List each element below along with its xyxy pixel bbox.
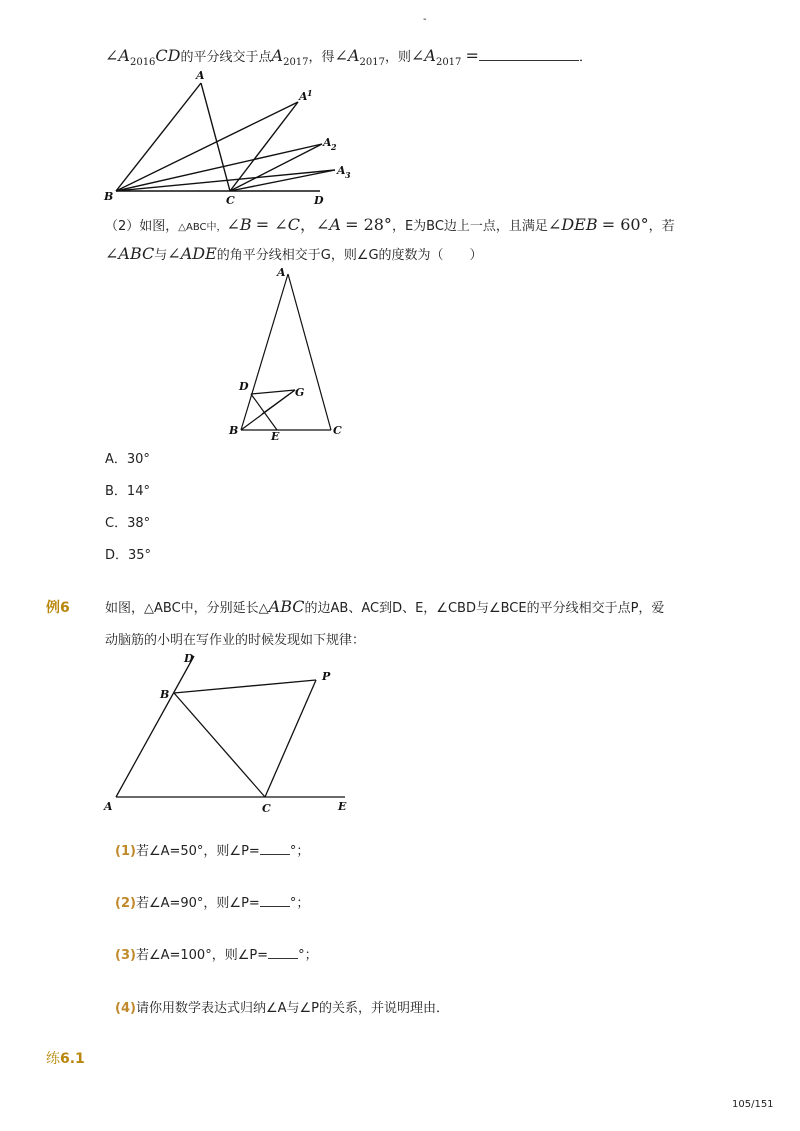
page-number: 105/151 <box>732 1099 774 1110</box>
option-d: D．35° <box>105 548 152 563</box>
header-mark: - <box>423 14 427 25</box>
subq-2: (2)若∠A=90°，则∠P= °； <box>115 896 310 911</box>
label-b: B <box>229 424 239 437</box>
label-a: A <box>196 69 205 82</box>
line-g-ext <box>262 390 295 414</box>
subq-4: (4)请你用数学表达式归纳∠A与∠P的关系，并说明理由． <box>115 1001 449 1016</box>
label-b: B <box>104 190 114 203</box>
label-d: D <box>184 652 194 665</box>
q2-line1: （2）如图，△ABC中，∠B = ∠C，∠A = 28°，E为BC边上一点，且满足∠DEB = 60°，若 <box>105 215 675 234</box>
label-c: C <box>226 194 235 207</box>
label-a1-sub: 1 <box>307 88 313 98</box>
line-ab <box>241 274 288 430</box>
option-c: C．38° <box>105 516 151 531</box>
figure-2-diagram <box>225 266 355 446</box>
answer-blank <box>260 894 290 907</box>
ex6-line2: 动脑筋的小明在写作业的时候发现如下规律： <box>105 633 366 648</box>
label-a: A <box>277 266 286 279</box>
label-a3: A <box>337 164 346 177</box>
option-a: A．30° <box>105 452 150 467</box>
practice-tag: 练6.1 <box>46 1051 85 1067</box>
label-g: G <box>295 386 305 399</box>
label-p: P <box>322 670 331 683</box>
line-ca2 <box>230 144 322 191</box>
subq-1: (1)若∠A=50°，则∠P= °； <box>115 844 310 859</box>
label-a2-sub: 2 <box>331 142 337 152</box>
line-bp <box>174 680 316 693</box>
ex6-line1: 如图，△ABC中，分别延长△ABC的边AB、AC到D、E，∠CBD与∠BCE的平分线相交于点P，爱 <box>105 597 665 616</box>
label-c: C <box>262 802 271 815</box>
line-ad <box>116 656 194 797</box>
line-ca3 <box>230 170 335 191</box>
label-a1: A <box>299 90 308 103</box>
q2-line2: ∠ABC与∠ADE的角平分线相交于G，则∠G的度数为（ ） <box>105 244 483 263</box>
figure-3-diagram <box>100 650 355 818</box>
figure-1-diagram <box>100 66 360 212</box>
label-a: A <box>104 800 113 813</box>
line-cp <box>265 680 316 797</box>
line-bc <box>174 693 265 797</box>
label-b: B <box>160 688 170 701</box>
line-dg <box>251 390 295 394</box>
line-ca1 <box>230 102 298 191</box>
line-ac <box>288 274 331 430</box>
label-d: D <box>314 194 324 207</box>
label-a3-sub: 3 <box>345 170 351 180</box>
label-e: E <box>271 430 280 443</box>
option-b: B．14° <box>105 484 150 499</box>
part1-line: $\angle A_{2016}CD$的平分线交于点$A_{2017}$，得$\angle A_{2017}$，则$\angle A_{2017}$ = ． <box>105 46 592 69</box>
example-tag: 例6 <box>46 600 70 616</box>
label-d: D <box>239 380 249 393</box>
label-a2: A <box>323 136 332 149</box>
label-c: C <box>333 424 342 437</box>
answer-blank <box>260 842 290 855</box>
label-e: E <box>338 800 347 813</box>
answer-blank <box>268 946 298 959</box>
subq-3: (3)若∠A=100°，则∠P= °； <box>115 948 318 963</box>
answer-blank <box>479 48 579 61</box>
line-ba1 <box>116 102 298 191</box>
